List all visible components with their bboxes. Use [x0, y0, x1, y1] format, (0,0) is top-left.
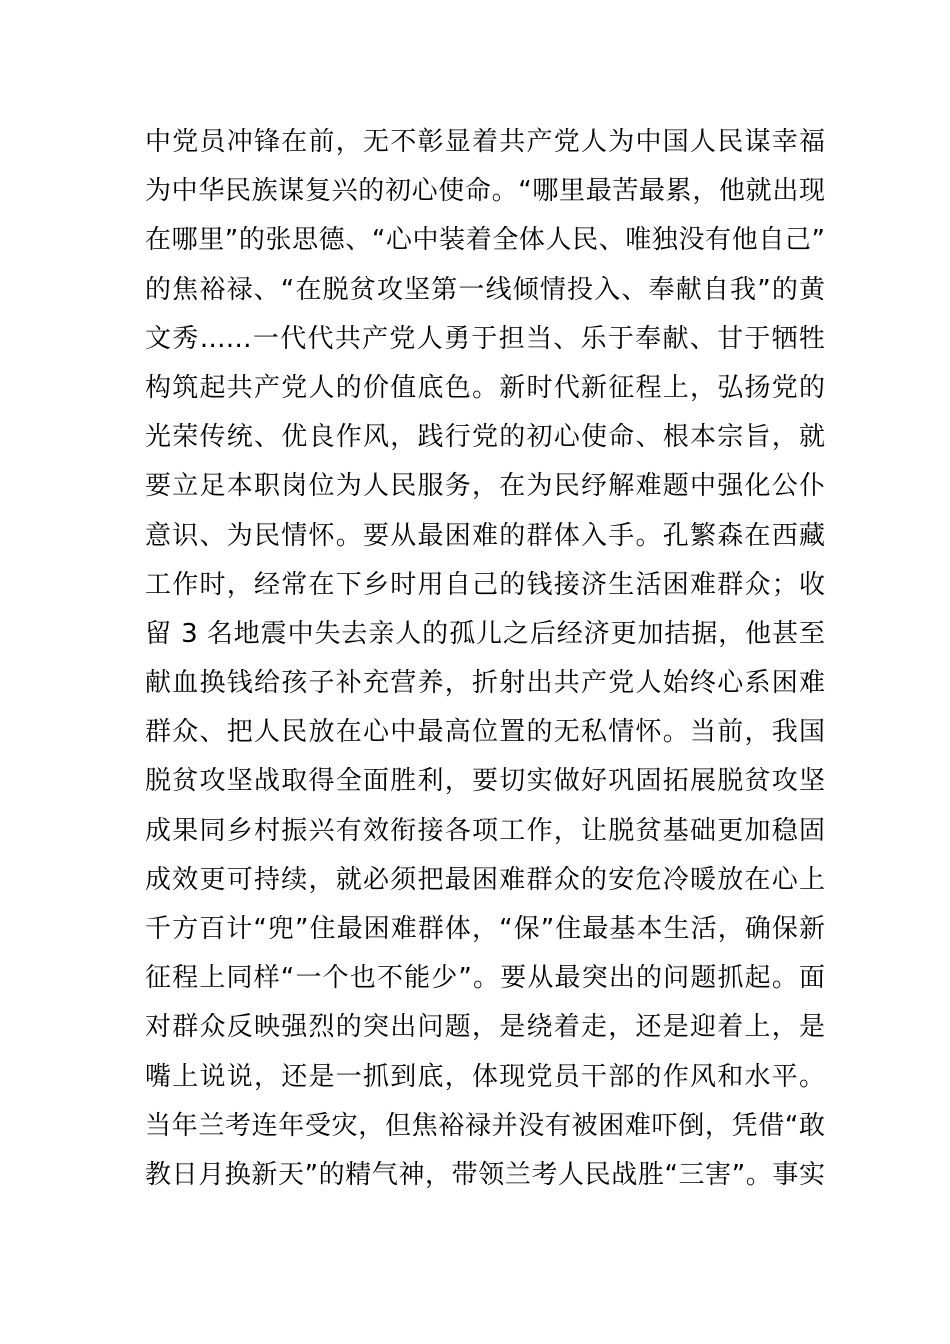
text-line: 在哪里”的张思德、“心中装着全体人民、唯独没有他自己”	[145, 225, 825, 256]
text-line: 光荣传统、优良作风，践行党的初心使命、根本宗旨，就	[145, 422, 825, 453]
text-line: 当年兰考连年受灾，但焦裕禄并没有被困难吓倒，凭借“敢	[145, 1110, 825, 1141]
text-line: 成果同乡村振兴有效衔接各项工作，让脱贫基础更加稳固	[145, 815, 825, 846]
text-line: 成效更可持续，就必须把最困难群众的安危冷暖放在心上	[145, 864, 825, 895]
text-line: 的焦裕禄、“在脱贫攻坚第一线倾情投入、奉献自我”的黄	[145, 274, 825, 305]
text-line: 要立足本职岗位为人民服务，在为民纾解难题中强化公仆	[145, 471, 825, 502]
text-line: 留 3 名地震中失去亲人的孤儿之后经济更加拮据，他甚至	[145, 618, 825, 649]
text-line: 对群众反映强烈的突出问题，是绕着走，还是迎着上，是	[145, 1012, 825, 1043]
text-line: 中党员冲锋在前，无不彰显着共产党人为中国人民谋幸福	[145, 127, 825, 157]
text-line: 群众、把人民放在心中最高位置的无私情怀。当前，我国	[145, 717, 825, 748]
text-line: 教日月换新天”的精气神，带领兰考人民战胜“三害”。事实	[145, 1159, 825, 1190]
text-line: 脱贫攻坚战取得全面胜利，要切实做好巩固拓展脱贫攻坚	[145, 766, 825, 797]
text-line: 千方百计“兜”住最困难群体，“保”住最基本生活，确保新	[145, 914, 825, 944]
text-line: 工作时，经常在下乡时用自己的钱接济生活困难群众；收	[145, 569, 825, 600]
text-line: 构筑起共产党人的价值底色。新时代新征程上，弘扬党的	[145, 372, 825, 403]
text-line: 征程上同样“一个也不能少”。要从最突出的问题抓起。面	[145, 963, 825, 994]
text-line: 文秀……一代代共产党人勇于担当、乐于奉献、甘于牺牲	[145, 323, 825, 354]
text-line: 意识、为民情怀。要从最困难的群体入手。孔繁森在西藏	[145, 520, 825, 551]
text-line: 为中华民族谋复兴的初心使命。“哪里最苦最累，他就出现	[145, 176, 825, 207]
text-line: 嘴上说说，还是一抓到底，体现党员干部的作风和水平。	[145, 1061, 825, 1092]
body-text	[145, 118, 825, 1200]
text-line: 献血换钱给孩子补充营养，折射出共产党人始终心系困难	[145, 668, 825, 699]
